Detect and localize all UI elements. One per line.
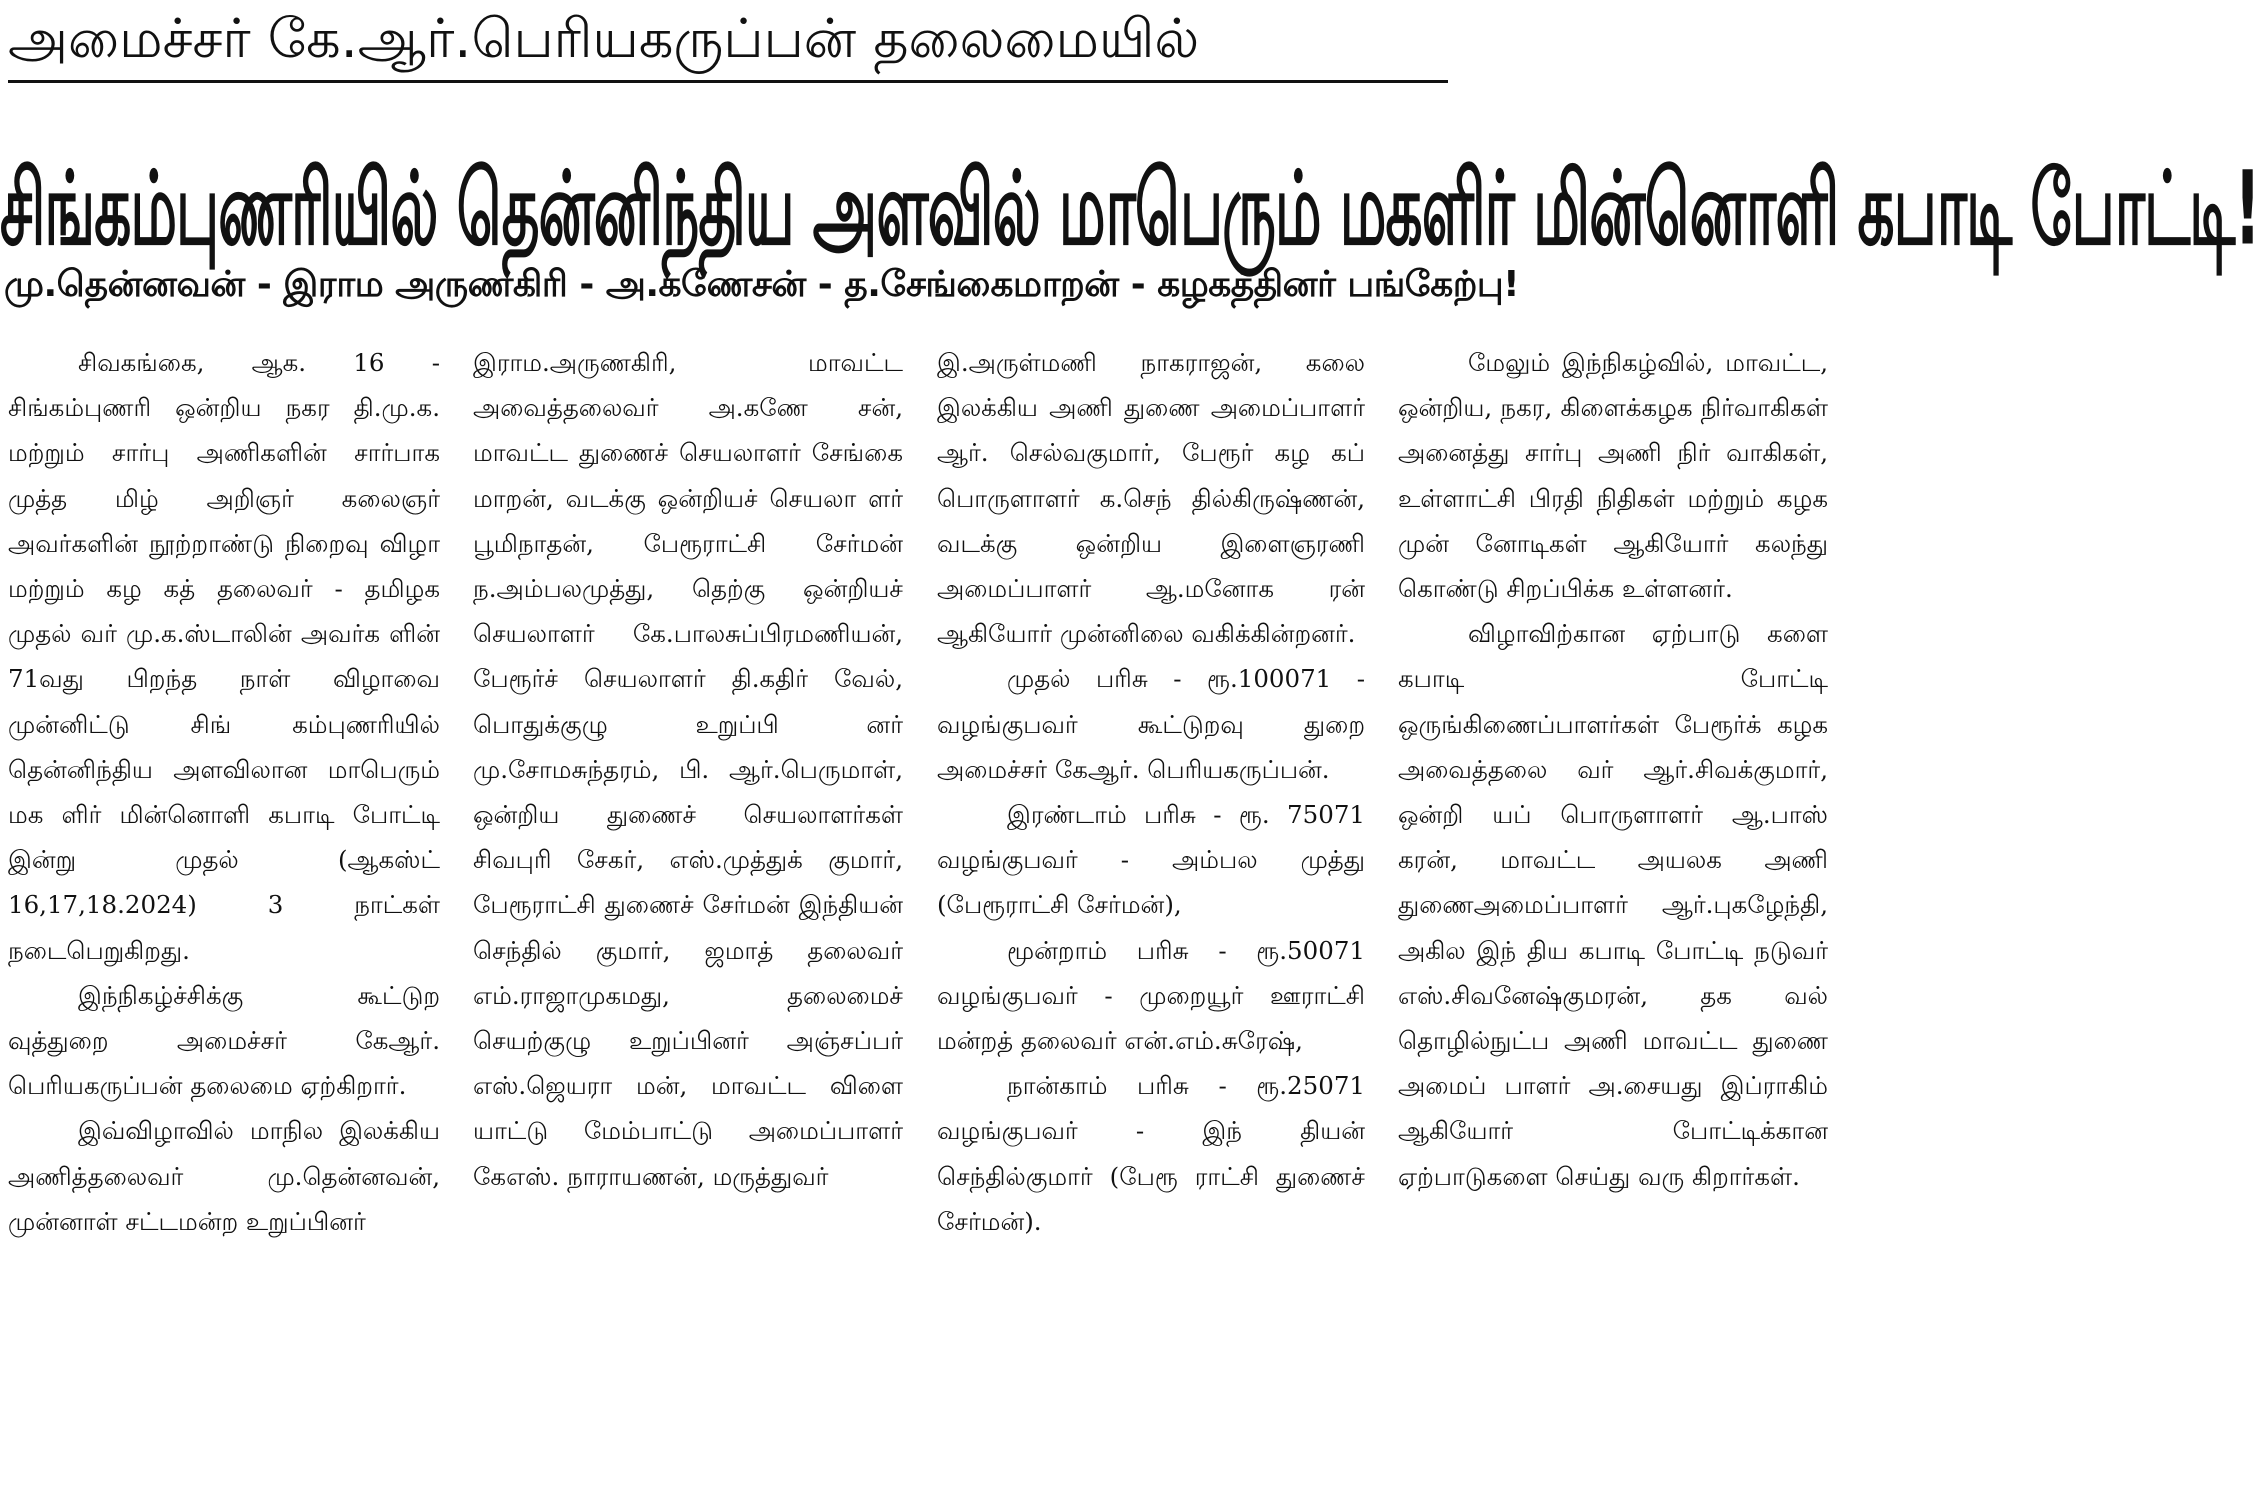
paragraph: விழாவிற்கான ஏற்பாடு களை கபாடி போட்டி ஒருங்கிணைப்பாளர்கள் பேரூர்க் கழக அவைத்தலை வர் ஆர்.சிவக்குமார், ஒன்றி யப் பொருளாளர் ஆ.பாஸ் கரன், மாவட்ட அயலக அணி துணைஅமைப்பாளர் ஆர்.புகழேந்தி, அகில இந் திய கபாடி போட்டி நடுவர் எஸ்.சிவனேஷ்குமரன், தக வல் தொழில்நுட்ப அணி மாவட்ட துணை அமைப் பாளர் அ.சையது இப்ராகிம் ஆகியோர் போட்டிக்கான ஏற்பாடுகளை செய்து வரு கிறார்கள். (1398, 619, 1828, 1191)
article-column-3 (937, 340, 1365, 1244)
paragraph: சிவகங்கை, ஆக. 16 - சிங்கம்புணரி ஒன்றிய நகர தி.மு.க. மற்றும் சார்பு அணிகளின் சார்பாக முத்த மிழ் அறிஞர் கலைஞர் அவர்களின் நூற்றாண்டு நிறைவு விழா மற்றும் கழ கத் தலைவர் - தமிழக முதல் வர் மு.க.ஸ்டாலின் அவர்க ளின் 71வது பிறந்த நாள் விழாவை முன்னிட்டு சிங் கம்புணரியில் தென்னிந்திய அளவிலான மாபெரும் மக ளிர் மின்னொளி கபாடி போட்டி இன்று முதல் (ஆகஸ்ட் 16,17,18.2024) 3 நாட்கள் நடைபெறுகிறது. (8, 348, 440, 965)
headline: சிங்கம்புணரியில் தென்னிந்திய அளவில் மாபெரும் மகளிர் மின்னொளி கபாடி போட்டி! (0, 149, 2260, 268)
paragraph: இராம.அருணகிரி, மாவட்ட அவைத்தலைவர் அ.கணே சன், மாவட்ட துணைச் செயலாளர் சேங்கை மாறன், வடக்கு ஒன்றியச் செயலா ளர் பூமிநாதன், பேரூராட்சி சேர்மன் ந.அம்பலமுத்து, தெற்கு ஒன்றியச் செயலாளர் கே.பாலசுப்பிரமணியன், பேரூர்ச் செயலாளர் தி.கதிர் வேல், பொதுக்குழு உறுப்பி னர் மு.சோமசுந்தரம், பி. ஆர்.பெருமாள், ஒன்றிய துணைச் செயலாளர்கள் சிவபுரி சேகர், எஸ்.முத்துக் குமார், பேரூராட்சி துணைச் சேர்மன் இந்தியன் செந்தில் குமார், ஜமாத் தலைவர் எம்.ராஜாமுகமது, தலைமைச் செயற்குழு உறுப்பினர் அஞ்சப்பர் எஸ்.ஜெயரா மன், மாவட்ட விளை யாட்டு மேம்பாட்டு அமைப்பாளர் கேஎஸ். நாராயணன், மருத்துவர் (473, 348, 903, 1191)
article-column-4 (1398, 340, 1828, 1199)
paragraph: இவ்விழாவில் மாநில இலக்கிய அணித்தலைவர் மு.தென்னவன், முன்னாள் சட்டமன்ற உறுப்பினர் (8, 1116, 440, 1236)
kicker-title: அமைச்சர் கே.ஆர்.பெரியகருப்பன் தலைமையில் (8, 7, 1200, 70)
paragraph: இந்நிகழ்ச்சிக்கு கூட்டுற வுத்துறை அமைச்சர் கேஆர். பெரியகருப்பன் தலைமை ஏற்கிறார். (8, 980, 440, 1101)
paragraph: முதல் பரிசு - ரூ.100071 - வழங்குபவர் கூட்டுறவு துறை அமைச்சர் கேஆர். பெரியகருப்பன். (937, 664, 1365, 784)
paragraph: மேலும் இந்நிகழ்வில், மாவட்ட, ஒன்றிய, நகர, கிளைக்கழக நிர்வாகிகள் அனைத்து சார்பு அணி நிர் வாகிகள், உள்ளாட்சி பிரதி நிதிகள் மற்றும் கழக முன் னோடிகள் ஆகியோர் கலந்து கொண்டு சிறப்பிக்க உள்ளனர். (1398, 348, 1828, 604)
paragraph: இரண்டாம் பரிசு - ரூ. 75071 வழங்குபவர் - அம்பல முத்து (பேரூராட்சி சேர்மன்), (937, 800, 1365, 920)
paragraph: மூன்றாம் பரிசு - ரூ.50071 வழங்குபவர் - முறையூர் ஊராட்சி மன்றத் தலைவர் என்.எம்.சுரேஷ், (937, 935, 1365, 1056)
article-column-1 (8, 340, 440, 1244)
article-column-2 (473, 340, 903, 1199)
kicker-underline (8, 80, 1448, 83)
paragraph: இ.அருள்மணி நாகராஜன், கலை இலக்கிய அணி துணை அமைப்பாளர் ஆர். செல்வகுமார், பேரூர் கழ கப் பொருளாளர் க.செந் தில்கிருஷ்ணன், வடக்கு ஒன்றிய இளைஞரணி அமைப்பாளர் ஆ.மனோக ரன் ஆகியோர் முன்னிலை வகிக்கின்றனர். (937, 348, 1365, 649)
subheadline: மு.தென்னவன் - இராம அருணகிரி - அ.கணேசன் - த.சேங்கைமாறன் - கழகத்தினர் பங்கேற்பு! (4, 264, 1520, 305)
paragraph: நான்காம் பரிசு - ரூ.25071 வழங்குபவர் - இந் தியன் செந்தில்குமார் (பேரூ ராட்சி துணைச் சேர்மன்). (937, 1071, 1365, 1236)
